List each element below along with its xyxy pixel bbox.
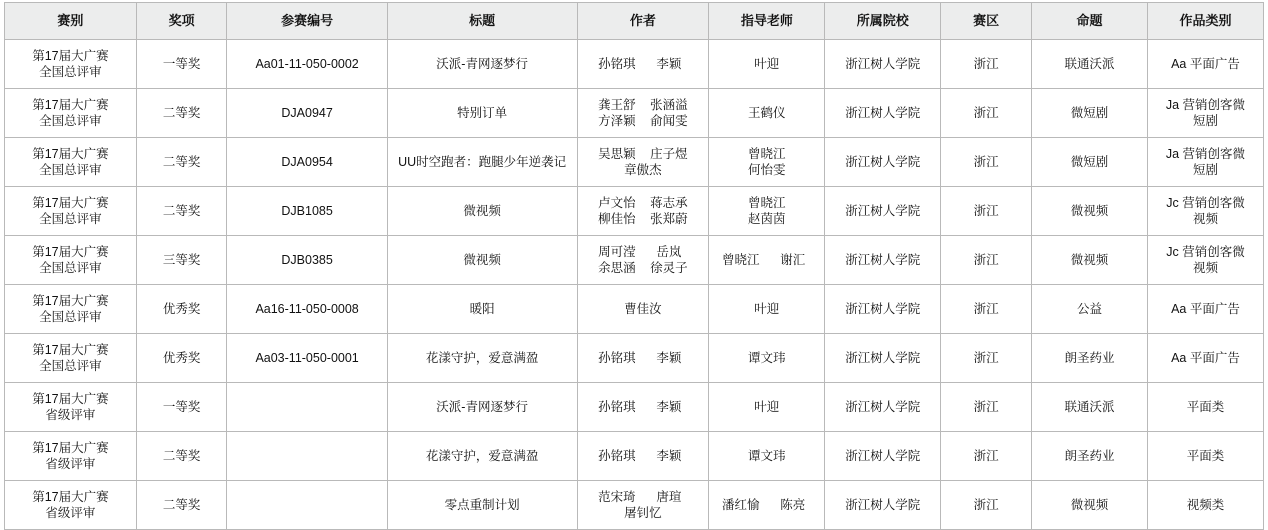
cell-category	[1147, 285, 1263, 334]
cell-authors	[577, 187, 709, 236]
cell-category-line: Aa 平面广告	[1171, 351, 1240, 365]
cell-school: 浙江树人学院	[825, 285, 941, 334]
cell-teachers-line	[712, 105, 821, 121]
cell-authors-entry: 徐灵子	[650, 261, 688, 275]
cell-authors-line	[581, 301, 706, 317]
cell-authors-entry: 李颖	[656, 400, 682, 414]
cell-teachers-entry: 何怡雯	[748, 163, 786, 177]
cell-number: DJA0947	[227, 89, 387, 138]
cell-title: 微视频	[387, 187, 577, 236]
cell-authors-entry: 俞闻雯	[650, 114, 688, 128]
cell-region: 浙江	[941, 236, 1032, 285]
cell-authors	[577, 236, 709, 285]
table-row	[5, 334, 1264, 383]
cell-authors-entry: 周可滢	[598, 245, 636, 259]
cell-authors-entry: 章傲杰	[624, 163, 662, 177]
cell-authors-entry: 张郑蔚	[650, 212, 688, 226]
cell-competition-line: 第17届大广赛	[32, 490, 109, 504]
cell-authors-line	[581, 97, 706, 113]
cell-competition-line: 第17届大广赛	[32, 245, 109, 259]
cell-authors-line	[581, 56, 706, 72]
cell-competition-line: 第17届大广赛	[32, 392, 109, 406]
cell-category	[1147, 481, 1263, 530]
cell-authors-entry: 庄子煜	[650, 147, 688, 161]
cell-topic: 微视频	[1031, 187, 1147, 236]
cell-teachers-line	[712, 56, 821, 72]
cell-region: 浙江	[941, 138, 1032, 187]
cell-title: 沃派-青网逐梦行	[387, 40, 577, 89]
table-row	[5, 481, 1264, 530]
cell-teachers-entry: 叶迎	[754, 400, 780, 414]
cell-category	[1147, 432, 1263, 481]
cell-teachers	[709, 432, 825, 481]
column-header-category: 作品类别	[1147, 3, 1263, 40]
cell-title: 微视频	[387, 236, 577, 285]
column-header-authors: 作者	[577, 3, 709, 40]
cell-award: 二等奖	[136, 89, 227, 138]
cell-authors-line	[581, 260, 706, 276]
cell-authors-line	[581, 162, 706, 178]
cell-region: 浙江	[941, 40, 1032, 89]
cell-authors-line	[581, 244, 706, 260]
cell-teachers-entry: 叶迎	[754, 57, 780, 71]
cell-region: 浙江	[941, 383, 1032, 432]
cell-competition-line: 省级评审	[45, 457, 96, 471]
table-row	[5, 236, 1264, 285]
table-row	[5, 89, 1264, 138]
cell-category-line: 短剧	[1192, 114, 1218, 128]
cell-number: DJB0385	[227, 236, 387, 285]
cell-number: Aa01-11-050-0002	[227, 40, 387, 89]
table-header-row	[5, 3, 1264, 40]
cell-authors-entry: 曹佳汝	[624, 302, 662, 316]
cell-authors-entry: 李颖	[656, 57, 682, 71]
table-row	[5, 285, 1264, 334]
cell-award: 二等奖	[136, 138, 227, 187]
cell-authors-line	[581, 113, 706, 129]
cell-competition	[5, 334, 137, 383]
cell-teachers-line	[712, 399, 821, 415]
cell-competition	[5, 187, 137, 236]
cell-competition-line: 第17届大广赛	[32, 98, 109, 112]
cell-title: 花漾守护，爱意满盈	[387, 334, 577, 383]
cell-authors-entry: 孙铭琪	[598, 351, 636, 365]
cell-authors-line	[581, 211, 706, 227]
cell-competition-line: 全国总评审	[39, 212, 102, 226]
cell-competition-line: 省级评审	[45, 506, 96, 520]
cell-competition	[5, 285, 137, 334]
cell-teachers	[709, 334, 825, 383]
cell-teachers-entry: 潘红愉	[722, 498, 760, 512]
cell-award: 优秀奖	[136, 285, 227, 334]
cell-number	[227, 481, 387, 530]
cell-authors-entry: 李颖	[656, 351, 682, 365]
cell-teachers	[709, 383, 825, 432]
cell-title: UU时空跑者：跑腿少年逆袭记	[387, 138, 577, 187]
table-row	[5, 187, 1264, 236]
cell-authors-line	[581, 448, 706, 464]
column-header-title: 标题	[387, 3, 577, 40]
cell-school: 浙江树人学院	[825, 383, 941, 432]
cell-category-line: 视频	[1192, 212, 1218, 226]
cell-authors	[577, 89, 709, 138]
column-header-teachers: 指导老师	[709, 3, 825, 40]
cell-competition-line: 第17届大广赛	[32, 147, 109, 161]
cell-title: 特别订单	[387, 89, 577, 138]
cell-teachers	[709, 236, 825, 285]
cell-topic: 微短剧	[1031, 138, 1147, 187]
cell-teachers-entry: 谭文玮	[748, 449, 786, 463]
cell-region: 浙江	[941, 334, 1032, 383]
cell-authors-entry: 唐瑄	[656, 490, 682, 504]
cell-teachers-entry: 曾晓江	[722, 253, 760, 267]
cell-region: 浙江	[941, 285, 1032, 334]
cell-competition-line: 全国总评审	[39, 310, 102, 324]
cell-authors-entry: 余思涵	[598, 261, 636, 275]
cell-number: Aa16-11-050-0008	[227, 285, 387, 334]
cell-title: 沃派-青网逐梦行	[387, 383, 577, 432]
column-header-number: 参赛编号	[227, 3, 387, 40]
table-body	[5, 40, 1264, 530]
cell-authors-entry: 张涵溢	[650, 98, 688, 112]
cell-number: DJA0954	[227, 138, 387, 187]
cell-school: 浙江树人学院	[825, 89, 941, 138]
cell-competition-line: 全国总评审	[39, 359, 102, 373]
cell-competition	[5, 40, 137, 89]
cell-authors-entry: 岳岚	[656, 245, 682, 259]
cell-competition	[5, 138, 137, 187]
cell-teachers-line	[712, 252, 821, 268]
cell-authors-line	[581, 195, 706, 211]
cell-topic: 公益	[1031, 285, 1147, 334]
cell-authors-entry: 屠钊忆	[624, 506, 662, 520]
cell-teachers-line	[712, 211, 821, 227]
table-row	[5, 138, 1264, 187]
cell-region: 浙江	[941, 432, 1032, 481]
cell-category-line: Ja 营销创客微	[1165, 98, 1246, 112]
cell-authors-line	[581, 505, 706, 521]
cell-award: 二等奖	[136, 187, 227, 236]
cell-teachers-entry: 曾晓江	[748, 196, 786, 210]
cell-school: 浙江树人学院	[825, 138, 941, 187]
cell-title: 花漾守护，爱意满盈	[387, 432, 577, 481]
cell-award: 二等奖	[136, 481, 227, 530]
cell-teachers-entry: 谭文玮	[748, 351, 786, 365]
cell-authors-entry: 卢文怡	[598, 196, 636, 210]
cell-authors-line	[581, 350, 706, 366]
cell-title: 零点重制计划	[387, 481, 577, 530]
cell-teachers-line	[712, 162, 821, 178]
cell-category-line: Aa 平面广告	[1171, 57, 1240, 71]
cell-category-line: 平面类	[1186, 400, 1225, 414]
cell-region: 浙江	[941, 89, 1032, 138]
cell-authors	[577, 40, 709, 89]
cell-category-line: 视频	[1192, 261, 1218, 275]
cell-award: 一等奖	[136, 383, 227, 432]
cell-number	[227, 432, 387, 481]
column-header-award: 奖项	[136, 3, 227, 40]
cell-teachers-line	[712, 448, 821, 464]
cell-authors-entry: 范宋琦	[598, 490, 636, 504]
cell-competition-line: 省级评审	[45, 408, 96, 422]
cell-topic: 朗圣药业	[1031, 432, 1147, 481]
cell-authors	[577, 138, 709, 187]
cell-authors-entry: 蒋志承	[650, 196, 688, 210]
cell-teachers-entry: 赵茵茵	[748, 212, 786, 226]
cell-school: 浙江树人学院	[825, 187, 941, 236]
cell-competition-line: 第17届大广赛	[32, 343, 109, 357]
cell-region: 浙江	[941, 187, 1032, 236]
cell-category-line: 短剧	[1192, 163, 1218, 177]
cell-topic: 微视频	[1031, 236, 1147, 285]
cell-competition-line: 全国总评审	[39, 65, 102, 79]
cell-competition-line: 第17届大广赛	[32, 441, 109, 455]
column-header-competition: 赛别	[5, 3, 137, 40]
cell-school: 浙江树人学院	[825, 334, 941, 383]
cell-category-line: Jc 营销创客微	[1166, 196, 1245, 210]
cell-teachers-entry: 王鹤仪	[748, 106, 786, 120]
cell-category-line: 平面类	[1186, 449, 1225, 463]
cell-award: 三等奖	[136, 236, 227, 285]
cell-award: 优秀奖	[136, 334, 227, 383]
cell-category-line: 视频类	[1186, 498, 1225, 512]
cell-teachers	[709, 285, 825, 334]
table-row	[5, 432, 1264, 481]
awards-table	[4, 2, 1264, 530]
cell-authors-entry: 孙铭琪	[598, 57, 636, 71]
cell-category-line: Jc 营销创客微	[1166, 245, 1245, 259]
cell-authors	[577, 334, 709, 383]
cell-award: 二等奖	[136, 432, 227, 481]
cell-competition	[5, 432, 137, 481]
cell-category	[1147, 138, 1263, 187]
cell-title: 暖阳	[387, 285, 577, 334]
cell-competition-line: 第17届大广赛	[32, 196, 109, 210]
cell-competition	[5, 89, 137, 138]
cell-teachers	[709, 89, 825, 138]
cell-category	[1147, 40, 1263, 89]
cell-authors-entry: 龚王舒	[598, 98, 636, 112]
cell-competition-line: 全国总评审	[39, 261, 102, 275]
cell-authors-line	[581, 489, 706, 505]
table-row	[5, 383, 1264, 432]
cell-teachers-entry: 谢汇	[780, 253, 806, 267]
cell-school: 浙江树人学院	[825, 236, 941, 285]
cell-teachers-entry: 陈亮	[780, 498, 806, 512]
cell-school: 浙江树人学院	[825, 481, 941, 530]
cell-teachers-line	[712, 195, 821, 211]
cell-category-line: Aa 平面广告	[1171, 302, 1240, 316]
cell-teachers-line	[712, 497, 821, 513]
cell-topic: 联通沃派	[1031, 40, 1147, 89]
cell-topic: 朗圣药业	[1031, 334, 1147, 383]
cell-topic: 微短剧	[1031, 89, 1147, 138]
cell-category	[1147, 89, 1263, 138]
cell-teachers	[709, 187, 825, 236]
table-header	[5, 3, 1264, 40]
cell-authors-entry: 吴思颖	[598, 147, 636, 161]
cell-teachers-line	[712, 301, 821, 317]
cell-teachers-entry: 叶迎	[754, 302, 780, 316]
cell-competition-line: 全国总评审	[39, 163, 102, 177]
cell-authors-line	[581, 399, 706, 415]
cell-authors	[577, 432, 709, 481]
cell-topic: 联通沃派	[1031, 383, 1147, 432]
cell-authors-entry: 方泽颖	[598, 114, 636, 128]
cell-school: 浙江树人学院	[825, 432, 941, 481]
cell-number	[227, 383, 387, 432]
cell-competition-line: 第17届大广赛	[32, 49, 109, 63]
cell-number: DJB1085	[227, 187, 387, 236]
cell-teachers-entry: 曾晓江	[748, 147, 786, 161]
cell-teachers-line	[712, 350, 821, 366]
cell-topic: 微视频	[1031, 481, 1147, 530]
cell-competition	[5, 383, 137, 432]
cell-teachers-line	[712, 146, 821, 162]
column-header-topic: 命题	[1031, 3, 1147, 40]
cell-award: 一等奖	[136, 40, 227, 89]
cell-authors	[577, 285, 709, 334]
cell-competition	[5, 481, 137, 530]
cell-teachers	[709, 138, 825, 187]
cell-competition-line: 第17届大广赛	[32, 294, 109, 308]
cell-authors-line	[581, 146, 706, 162]
cell-authors	[577, 481, 709, 530]
cell-number: Aa03-11-050-0001	[227, 334, 387, 383]
cell-competition	[5, 236, 137, 285]
cell-teachers	[709, 40, 825, 89]
cell-category	[1147, 236, 1263, 285]
cell-authors	[577, 383, 709, 432]
table-row	[5, 40, 1264, 89]
column-header-school: 所属院校	[825, 3, 941, 40]
cell-authors-entry: 李颖	[656, 449, 682, 463]
cell-authors-entry: 柳佳怡	[598, 212, 636, 226]
cell-category-line: Ja 营销创客微	[1165, 147, 1246, 161]
cell-teachers	[709, 481, 825, 530]
cell-region: 浙江	[941, 481, 1032, 530]
cell-competition-line: 全国总评审	[39, 114, 102, 128]
cell-school: 浙江树人学院	[825, 40, 941, 89]
cell-category	[1147, 187, 1263, 236]
cell-category	[1147, 383, 1263, 432]
cell-authors-entry: 孙铭琪	[598, 400, 636, 414]
cell-category	[1147, 334, 1263, 383]
cell-authors-entry: 孙铭琪	[598, 449, 636, 463]
column-header-region: 赛区	[941, 3, 1032, 40]
